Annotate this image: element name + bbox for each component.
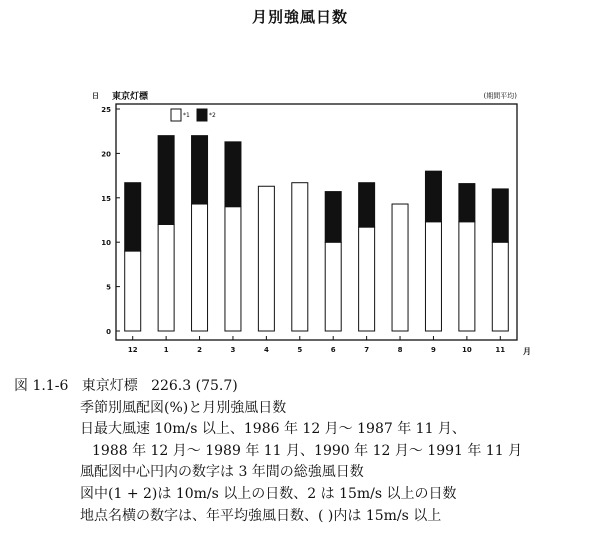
x-tick-label: 3 bbox=[230, 346, 236, 354]
caption-station-values: 226.3 (75.7) bbox=[151, 378, 238, 394]
bar-segment-2 bbox=[325, 192, 341, 243]
y-unit-label: 日 bbox=[92, 92, 99, 100]
bar-segment-1 bbox=[292, 183, 308, 331]
station-label: 東京灯標 bbox=[112, 92, 149, 102]
figure-label: 図 1.1-6 bbox=[14, 378, 69, 394]
x-tick-label: 10 bbox=[462, 346, 472, 354]
corner-note: (期間平均) bbox=[483, 92, 517, 100]
bar-segment-1 bbox=[125, 251, 141, 331]
bar-segment-2 bbox=[492, 189, 508, 242]
plot-frame bbox=[116, 104, 517, 340]
legend-label: *1 bbox=[183, 112, 190, 119]
caption-line: 図中(1 + 2)は 10m/s 以上の日数、2 は 15m/s 以上の日数 bbox=[80, 485, 457, 502]
bar-segment-2 bbox=[359, 183, 375, 227]
bar-segment-1 bbox=[425, 222, 441, 331]
caption-line: 1988 年 12 月～ 1989 年 11 月、1990 年 12 月～ 1991 年 11 月 bbox=[92, 442, 523, 459]
bar-segment-2 bbox=[225, 142, 241, 207]
x-tick-label: 8 bbox=[397, 346, 403, 354]
bar-segment-1 bbox=[492, 242, 508, 331]
bar-segment-2 bbox=[192, 136, 208, 204]
x-tick-label: 2 bbox=[197, 346, 202, 354]
y-tick-label: 15 bbox=[101, 194, 111, 203]
legend-swatch bbox=[171, 109, 181, 121]
x-tick-label: 12 bbox=[127, 346, 138, 354]
bar-segment-1 bbox=[459, 222, 475, 331]
y-tick-label: 20 bbox=[101, 150, 111, 159]
x-tick-label: 9 bbox=[431, 346, 436, 354]
caption-line: 季節別風配図(%)と月別強風日数 bbox=[80, 399, 287, 416]
y-tick-label: 25 bbox=[101, 106, 111, 114]
y-tick-label: 0 bbox=[106, 328, 111, 336]
y-tick-label: 5 bbox=[106, 283, 111, 292]
bar-segment-1 bbox=[392, 204, 408, 331]
x-tick-label: 5 bbox=[297, 346, 303, 354]
bar-segment-1 bbox=[158, 224, 174, 331]
bars bbox=[125, 136, 509, 331]
bar-segment-2 bbox=[425, 171, 441, 222]
legend-swatch bbox=[197, 109, 207, 121]
bar-segment-2 bbox=[459, 184, 475, 222]
x-tick-label: 1 bbox=[163, 346, 169, 354]
bar-segment-2 bbox=[158, 136, 174, 225]
caption-line: 日最大風速 10m/s 以上、1986 年 12 月～ 1987 年 11 月、 bbox=[80, 421, 466, 438]
figure-caption bbox=[0, 376, 600, 527]
x-tick-label: 4 bbox=[263, 346, 269, 354]
caption-line: 風配図中心円内の数字は 3 年間の総強風日数 bbox=[80, 464, 364, 481]
caption-heading bbox=[0, 376, 600, 398]
x-tick-label: 6 bbox=[330, 346, 336, 354]
x-tick-label: 11 bbox=[495, 346, 506, 354]
bar-segment-1 bbox=[225, 207, 241, 331]
legend-label: *2 bbox=[209, 112, 216, 119]
bar-segment-1 bbox=[192, 204, 208, 331]
y-tick-label: 10 bbox=[101, 239, 111, 248]
page-title: 月別強風日数 bbox=[251, 8, 348, 26]
x-axis bbox=[128, 336, 505, 354]
bar-segment-1 bbox=[325, 242, 341, 331]
caption-station: 東京灯標 bbox=[81, 378, 138, 394]
x-unit-label: 月 bbox=[523, 347, 531, 356]
legend bbox=[171, 109, 216, 121]
caption-line: 地点名横の数字は、年平均強風日数、( )内は 15m/s 以上 bbox=[80, 507, 442, 524]
x-tick-label: 7 bbox=[364, 346, 370, 354]
bar-segment-2 bbox=[125, 183, 141, 251]
bar-segment-1 bbox=[359, 227, 375, 331]
bar-segment-1 bbox=[258, 186, 274, 331]
y-axis bbox=[101, 106, 120, 336]
